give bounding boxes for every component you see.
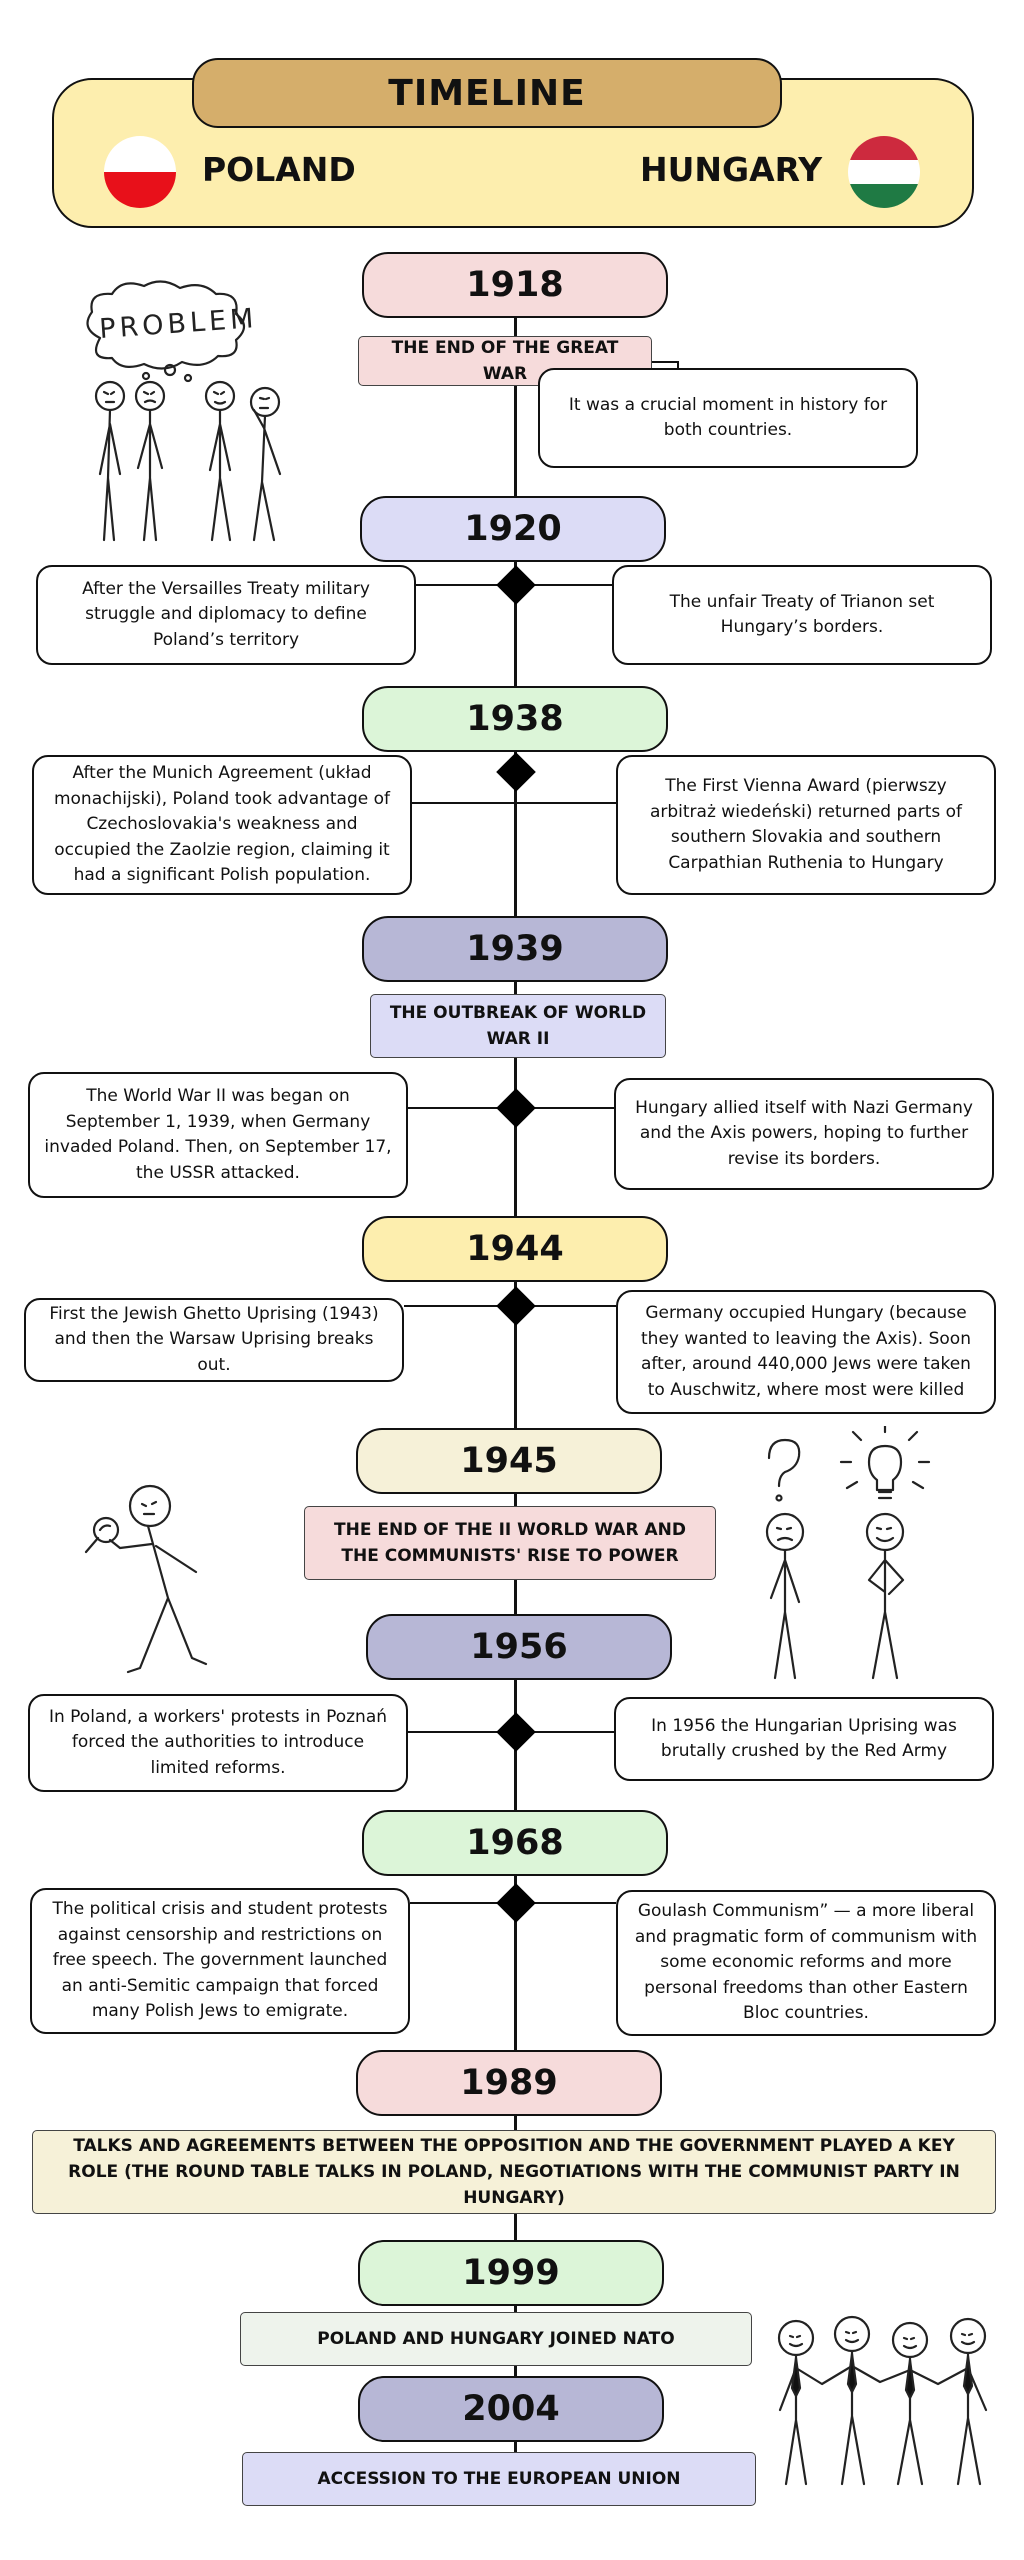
connector-1938 [412,802,616,804]
event-1939: THE OUTBREAK OF WORLD WAR II [370,994,666,1058]
problem-text: PROBLEM [98,303,259,345]
question-idea-doodle [745,1426,965,1686]
year-1989: 1989 [356,2050,662,2116]
diamond-1938 [496,752,536,792]
year-1944: 1944 [362,1216,668,1282]
diamond-1968 [496,1883,536,1923]
poland-1939: The World War II was began on September 1, 1939, when Germany invaded Poland. Then, on September 17, the USSR attacked. [28,1072,408,1198]
year-2004: 2004 [358,2376,664,2442]
note-1918: It was a crucial moment in history for both countries. [538,368,918,468]
hungary-1956: In 1956 the Hungarian Uprising was brutally crushed by the Red Army [614,1697,994,1781]
event-2004: ACCESSION TO THE EUROPEAN UNION [242,2452,756,2506]
poland-1944: First the Jewish Ghetto Uprising (1943) and then the Warsaw Uprising breaks out. [24,1298,404,1382]
hungary-flag-icon [848,136,920,208]
hungary-1944: Germany occupied Hungary (because they wanted to leaving the Axis). Soon after, around 440,000 Jews were taken to Auschwitz, where most were killed [616,1290,996,1414]
year-1999: 1999 [358,2240,664,2306]
year-1945: 1945 [356,1428,662,1494]
diamond-1939 [496,1088,536,1128]
poland-label: POLAND [202,150,356,189]
event-1945: THE END OF THE II WORLD WAR AND THE COMMUNISTS' RISE TO POWER [304,1506,716,1580]
poland-1938: After the Munich Agreement (układ monachijski), Poland took advantage of Czechoslovakia's weakness and occupied the Zaolzie region, claiming it had a significant Polish population. [32,755,412,895]
year-1918: 1918 [362,252,668,318]
poland-1968: The political crisis and student protests against censorship and restrictions on free speech. The government launched an anti-Semitic campaign that forced many Polish Jews to emigrate. [30,1888,410,2034]
hungary-1968: Goulash Communism” — a more liberal and pragmatic form of communism with some economic reforms and more personal freedoms than other Eastern Bloc countries. [616,1890,996,2036]
diamond-1956 [496,1712,536,1752]
poland-flag-icon [104,136,176,208]
diamond-1944 [496,1286,536,1326]
timeline-title: TIMELINE [192,58,782,128]
connector-1918 [652,361,678,363]
group-people-doodle [772,2310,1012,2490]
event-1999: POLAND AND HUNGARY JOINED NATO [240,2312,752,2366]
problem-people-doodle [70,278,310,548]
poland-1956: In Poland, a workers' protests in Poznań forced the authorities to introduce limited reforms. [28,1694,408,1792]
diamond-1920 [496,565,536,605]
year-1968: 1968 [362,1810,668,1876]
event-1989: TALKS AND AGREEMENTS BETWEEN THE OPPOSITION AND THE GOVERNMENT PLAYED A KEY ROLE (THE ROUND TABLE TALKS IN POLAND, NEGOTIATIONS WITH THE COMMUNIST PARTY IN HUNGARY) [32,2130,996,2214]
hungary-label: HUNGARY [640,150,823,189]
year-1956: 1956 [366,1614,672,1680]
event-1918: THE END OF THE GREAT WAR [358,336,652,386]
year-1938: 1938 [362,686,668,752]
year-1939: 1939 [362,916,668,982]
year-1920: 1920 [360,496,666,562]
hungary-1938: The First Vienna Award (pierwszy arbitraż wiedeński) returned parts of southern Slovakia and southern Carpathian Ruthenia to Hungary [616,755,996,895]
magnifier-person-doodle [80,1478,240,1688]
hungary-1939: Hungary allied itself with Nazi Germany and the Axis powers, hoping to further revise its borders. [614,1078,994,1190]
poland-1920: After the Versailles Treaty military struggle and diplomacy to define Poland’s territory [36,565,416,665]
hungary-1920: The unfair Treaty of Trianon set Hungary’s borders. [612,565,992,665]
